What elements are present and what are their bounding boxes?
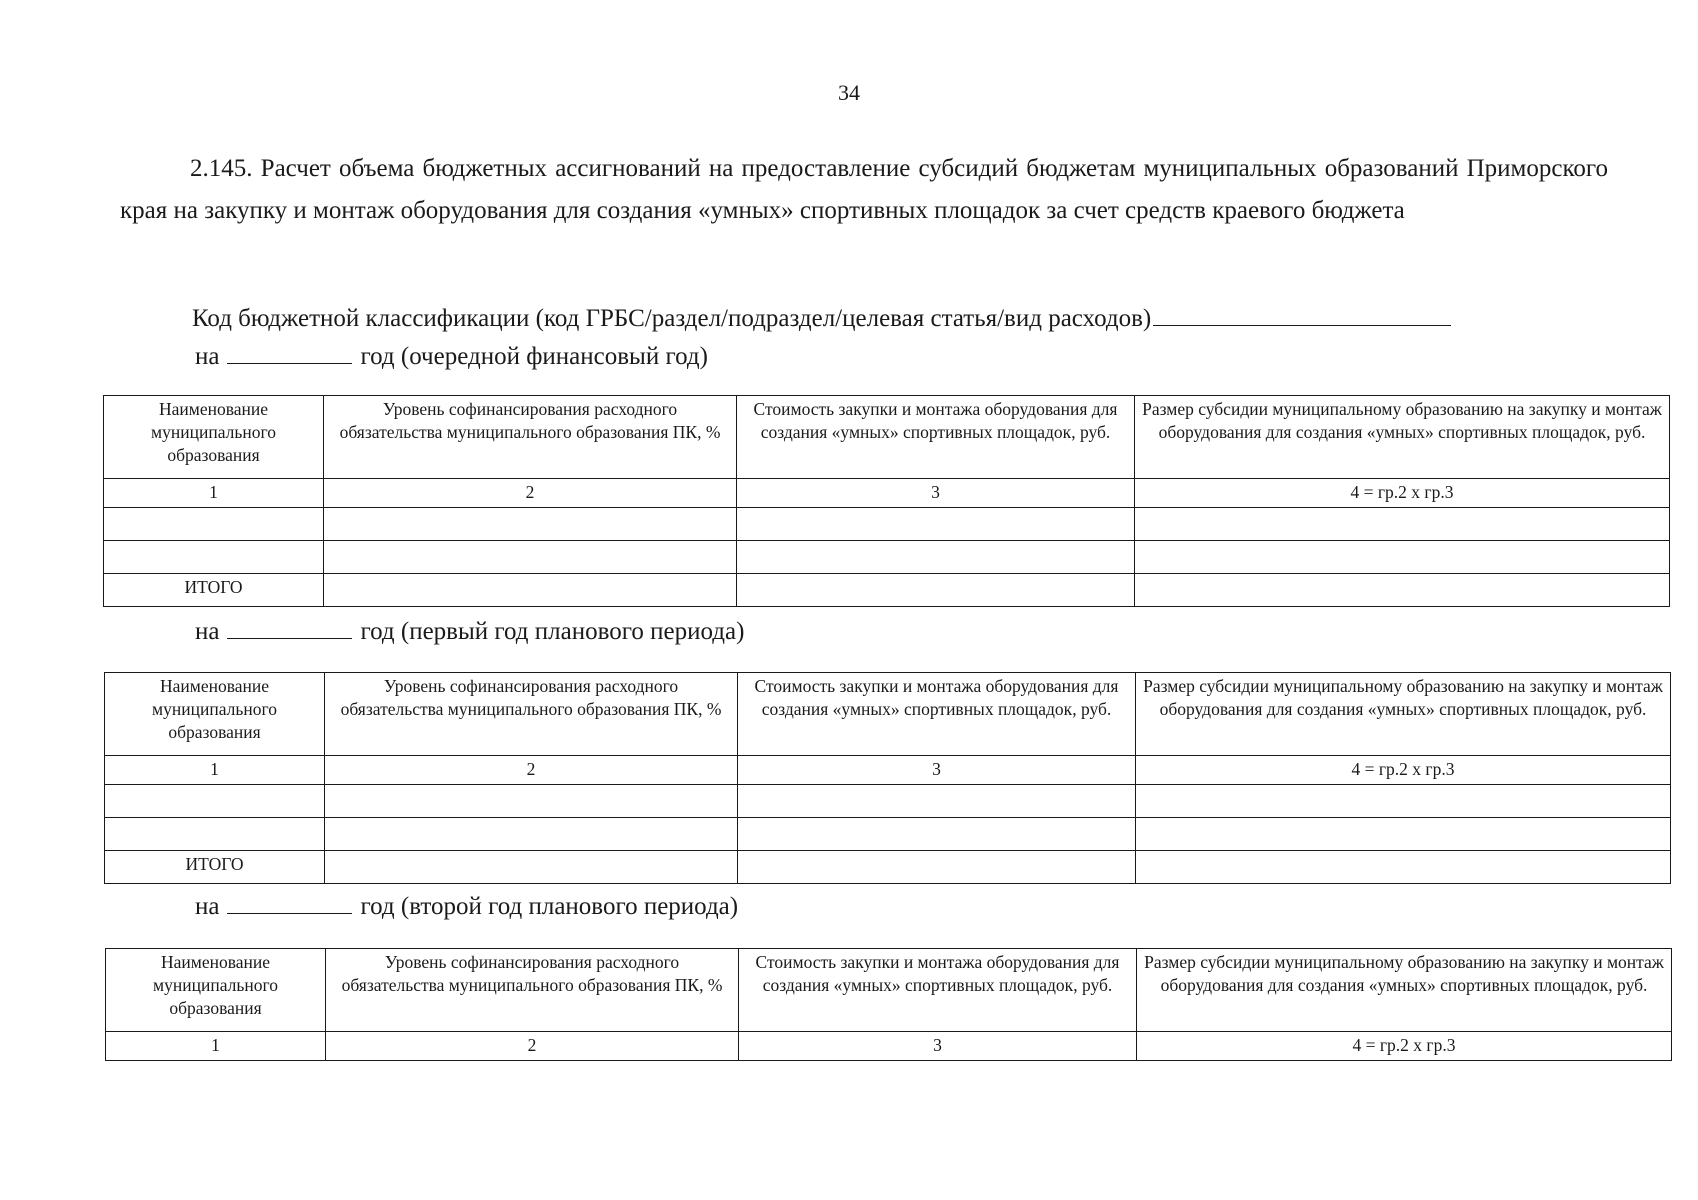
table-cell [104, 541, 324, 574]
table-cell [737, 541, 1135, 574]
budget-table-3 [105, 948, 1672, 1061]
column-number-row [106, 1032, 1672, 1061]
total-label: ИТОГО [104, 574, 324, 607]
table-cell [104, 508, 324, 541]
year-prefix: на [195, 343, 220, 370]
header-municipality: Наименование муниципального образования [105, 673, 325, 756]
table-header-row [105, 673, 1671, 756]
header-subsidy-amount: Размер субсидии муниципальному образованию на закупку и монтаж оборудования для создания «умных» спортивных площадок, руб. [1137, 949, 1672, 1032]
total-row [104, 574, 1670, 607]
table-cell [324, 574, 737, 607]
budget-classification-blank [1153, 303, 1451, 326]
column-number-2: 2 [325, 756, 738, 785]
year-prefix: на [195, 893, 220, 920]
table-header-row [106, 949, 1672, 1032]
header-cofinancing-level: Уровень софинансирования расходного обязательства муниципального образования ПК, % [324, 396, 737, 479]
year-line-3 [195, 890, 738, 924]
table-row [105, 785, 1671, 818]
table-cell [105, 785, 325, 818]
header-municipality: Наименование муниципального образования [106, 949, 326, 1032]
page-number: 34 [838, 80, 860, 105]
column-number-1: 1 [106, 1032, 326, 1061]
table-row [105, 818, 1671, 851]
table-cell [324, 541, 737, 574]
year-prefix: на [195, 618, 220, 645]
year-blank [227, 616, 352, 639]
table-cell [737, 574, 1135, 607]
column-number-row [104, 479, 1670, 508]
table-cell [1135, 508, 1670, 541]
header-cofinancing-level: Уровень софинансирования расходного обязательства муниципального образования ПК, % [326, 949, 739, 1032]
header-subsidy-amount: Размер субсидии муниципальному образованию на закупку и монтаж оборудования для создания «умных» спортивных площадок, руб. [1136, 673, 1671, 756]
table-cell [738, 851, 1136, 884]
column-number-1: 1 [104, 479, 324, 508]
header-subsidy-amount: Размер субсидии муниципальному образованию на закупку и монтаж оборудования для создания «умных» спортивных площадок, руб. [1135, 396, 1670, 479]
header-equipment-cost: Стоимость закупки и монтажа оборудования для создания «умных» спортивных площадок, руб. [737, 396, 1135, 479]
table-cell [325, 785, 738, 818]
year-suffix: год (второй год планового периода) [360, 893, 739, 920]
column-number-2: 2 [324, 479, 737, 508]
budget-table-2 [104, 672, 1671, 884]
table-cell [738, 818, 1136, 851]
table-cell [325, 851, 738, 884]
header-cofinancing-level: Уровень софинансирования расходного обязательства муниципального образования ПК, % [325, 673, 738, 756]
table-row [104, 541, 1670, 574]
year-suffix: год (первый год планового периода) [360, 618, 745, 645]
budget-classification-line [192, 302, 1612, 336]
table-row [104, 508, 1670, 541]
table-header-row [104, 396, 1670, 479]
year-line-1 [195, 340, 708, 374]
header-equipment-cost: Стоимость закупки и монтажа оборудования для создания «умных» спортивных площадок, руб. [739, 949, 1137, 1032]
header-equipment-cost: Стоимость закупки и монтажа оборудования для создания «умных» спортивных площадок, руб. [738, 673, 1136, 756]
column-number-3: 3 [738, 756, 1136, 785]
table-cell [738, 785, 1136, 818]
column-number-1: 1 [105, 756, 325, 785]
year-line-2 [195, 615, 744, 649]
column-number-row [105, 756, 1671, 785]
table-cell [1135, 574, 1670, 607]
year-blank [227, 341, 352, 364]
year-blank [227, 891, 352, 914]
table-cell [1135, 541, 1670, 574]
header-municipality: Наименование муниципального образования [104, 396, 324, 479]
year-suffix: год (очередной финансовый год) [360, 343, 708, 370]
column-number-3: 3 [737, 479, 1135, 508]
column-number-4: 4 = гр.2 х гр.3 [1135, 479, 1670, 508]
budget-classification-label: Код бюджетной классификации (код ГРБС/раздел/подраздел/целевая статья/вид расходов) [192, 305, 1152, 332]
table-cell [324, 508, 737, 541]
table-cell [1136, 785, 1671, 818]
table-cell [105, 818, 325, 851]
column-number-2: 2 [326, 1032, 739, 1061]
total-row [105, 851, 1671, 884]
table-cell [737, 508, 1135, 541]
column-number-3: 3 [739, 1032, 1137, 1061]
column-number-4: 4 = гр.2 х гр.3 [1136, 756, 1671, 785]
table-cell [1136, 818, 1671, 851]
document-title: 2.145. Расчет объема бюджетных ассигнований на предоставление субсидий бюджетам муниципальных образований Приморского края на закупку и монтаж оборудования для создания «умных» спортивных площадок за счет средств краевого бюджета [120, 155, 1608, 224]
table-cell [1136, 851, 1671, 884]
table-cell [325, 818, 738, 851]
budget-table-1 [103, 395, 1670, 607]
total-label: ИТОГО [105, 851, 325, 884]
column-number-4: 4 = гр.2 х гр.3 [1137, 1032, 1672, 1061]
